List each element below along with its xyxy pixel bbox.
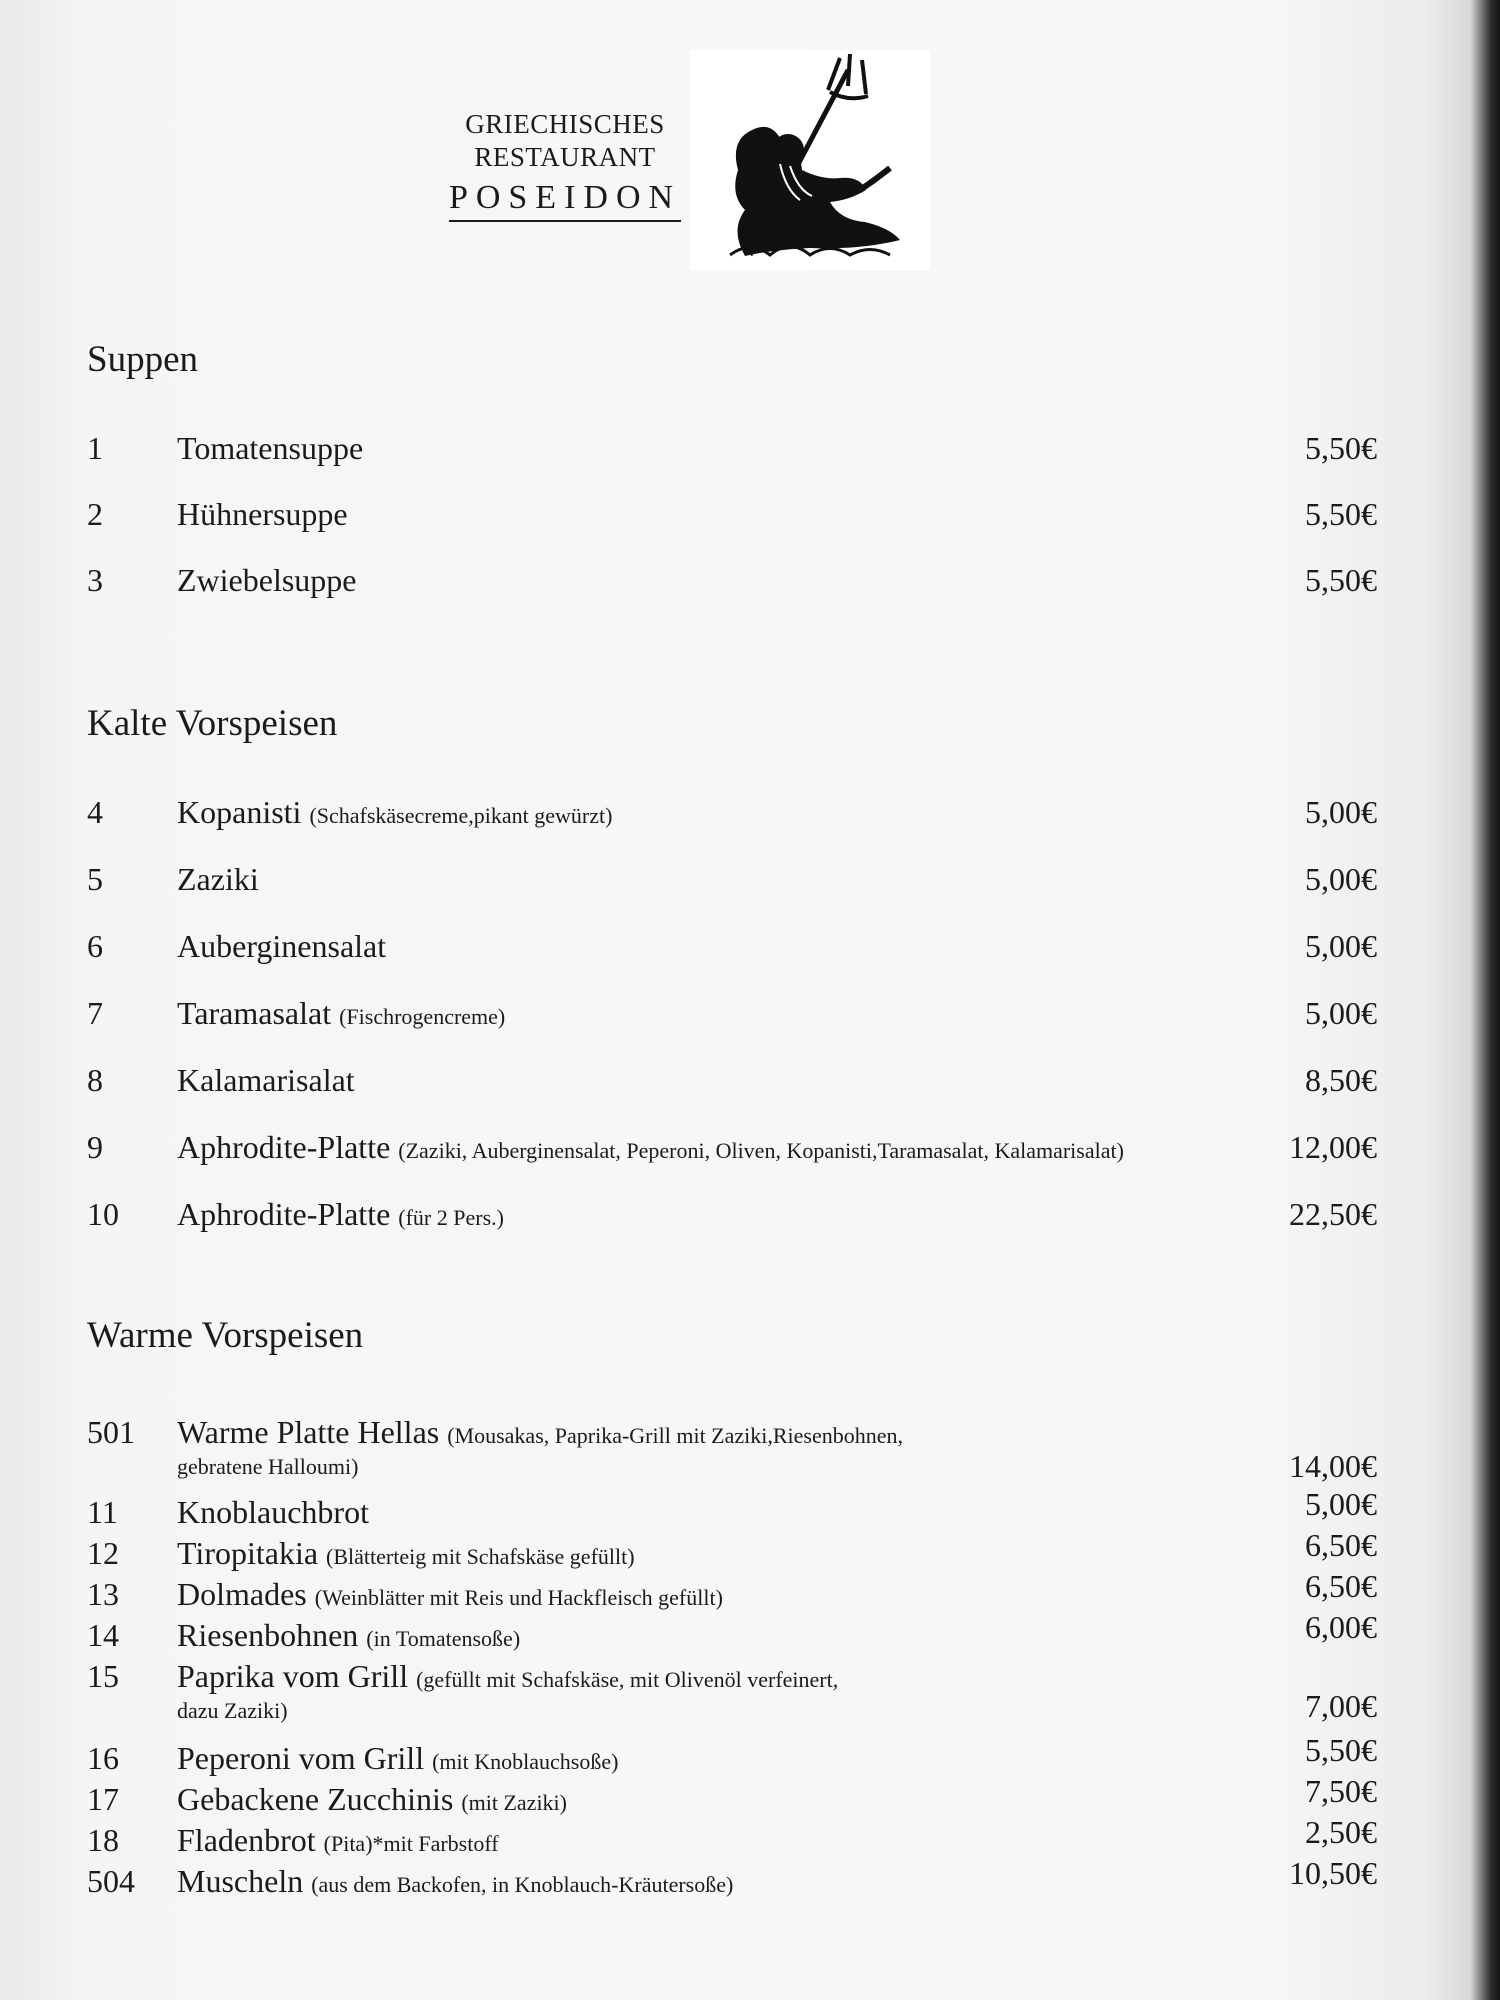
item-price: 5,00€ bbox=[1305, 794, 1377, 830]
menu-item bbox=[87, 428, 1377, 468]
menu-item bbox=[87, 1656, 1377, 1736]
item-description-continued: gebratene Halloumi) bbox=[177, 1454, 359, 1479]
item-number: 1 bbox=[87, 430, 103, 466]
menu-item bbox=[87, 1060, 1377, 1100]
item-description: (für 2 Pers.) bbox=[398, 1205, 504, 1230]
item-description: (aus dem Backofen, in Knoblauch-Kräutersoße) bbox=[311, 1872, 734, 1897]
item-price: 5,00€ bbox=[1305, 1486, 1377, 1522]
item-description: (Zaziki, Auberginensalat, Peperoni, Oliven, Kopanisti,Taramasalat, Kalamarisalat) bbox=[398, 1138, 1124, 1163]
item-price: 5,50€ bbox=[1305, 562, 1377, 598]
item-name: Dolmades (Weinblätter mit Reis und Hackfleisch gefüllt) bbox=[177, 1576, 723, 1612]
item-description: (gefüllt mit Schafskäse, mit Olivenöl verfeinert, bbox=[416, 1667, 839, 1692]
item-number: 13 bbox=[87, 1576, 119, 1612]
item-number: 3 bbox=[87, 562, 103, 598]
item-price: 8,50€ bbox=[1305, 1062, 1377, 1098]
menu-item bbox=[87, 993, 1377, 1033]
menu-item bbox=[87, 1568, 1377, 1614]
menu-item bbox=[87, 1194, 1377, 1234]
item-number: 501 bbox=[87, 1414, 135, 1450]
item-price: 7,50€ bbox=[1305, 1773, 1377, 1809]
menu-item bbox=[87, 1486, 1377, 1532]
item-price: 5,50€ bbox=[1305, 430, 1377, 466]
item-price: 2,50€ bbox=[1305, 1814, 1377, 1850]
menu-item bbox=[87, 792, 1377, 832]
item-price: 6,50€ bbox=[1305, 1568, 1377, 1604]
item-name: Kalamarisalat bbox=[177, 1062, 355, 1098]
header-line-1: GRIECHISCHES bbox=[465, 109, 665, 139]
item-price: 14,00€ bbox=[1289, 1448, 1377, 1484]
item-name: Zaziki bbox=[177, 861, 259, 897]
item-price: 6,00€ bbox=[1305, 1609, 1377, 1645]
item-number: 17 bbox=[87, 1781, 119, 1817]
menu-item bbox=[87, 1814, 1377, 1860]
item-name: Riesenbohnen (in Tomatensoße) bbox=[177, 1617, 521, 1653]
item-description: (Fischrogencreme) bbox=[339, 1004, 506, 1029]
item-price: 5,00€ bbox=[1305, 861, 1377, 897]
item-number: 6 bbox=[87, 928, 103, 964]
menu-item bbox=[87, 926, 1377, 966]
item-price: 6,50€ bbox=[1305, 1527, 1377, 1563]
item-description: (mit Knoblauchsoße) bbox=[432, 1749, 619, 1774]
item-name: Peperoni vom Grill (mit Knoblauchsoße) bbox=[177, 1740, 619, 1776]
item-number: 4 bbox=[87, 794, 103, 830]
item-description: (Weinblätter mit Reis und Hackfleisch gefüllt) bbox=[314, 1585, 723, 1610]
item-price: 12,00€ bbox=[1289, 1129, 1377, 1165]
item-number: 504 bbox=[87, 1863, 135, 1899]
item-name: Tomatensuppe bbox=[177, 430, 364, 466]
item-number: 14 bbox=[87, 1617, 119, 1653]
item-name: Zwiebelsuppe bbox=[177, 562, 357, 598]
item-price: 5,00€ bbox=[1305, 995, 1377, 1031]
item-number: 18 bbox=[87, 1822, 119, 1858]
item-number: 7 bbox=[87, 995, 103, 1031]
menu-item bbox=[87, 560, 1377, 600]
item-description: (Mousakas, Paprika-Grill mit Zaziki,Riesenbohnen, bbox=[447, 1423, 904, 1448]
menu-item bbox=[87, 1527, 1377, 1573]
item-name: Kopanisti (Schafskäsecreme,pikant gewürzt) bbox=[177, 794, 613, 830]
item-name: Aphrodite-Platte (Zaziki, Auberginensalat, Peperoni, Oliven, Kopanisti,Taramasalat, Kalamarisalat) bbox=[177, 1129, 1124, 1165]
menu-item bbox=[87, 1732, 1377, 1778]
item-name: Warme Platte Hellas (Mousakas, Paprika-Grill mit Zaziki,Riesenbohnen, bbox=[177, 1414, 904, 1450]
header-line-2: RESTAURANT bbox=[474, 142, 656, 172]
section-title-suppen: Suppen bbox=[87, 339, 198, 380]
item-number: 5 bbox=[87, 861, 103, 897]
item-number: 8 bbox=[87, 1062, 103, 1098]
item-price: 7,00€ bbox=[1305, 1688, 1377, 1724]
item-price: 22,50€ bbox=[1289, 1196, 1377, 1232]
item-name: Fladenbrot (Pita)*mit Farbstoff bbox=[177, 1822, 499, 1858]
item-number: 2 bbox=[87, 496, 103, 532]
item-description: (Pita)*mit Farbstoff bbox=[323, 1831, 499, 1856]
section-title-warme-vorspeisen: Warme Vorspeisen bbox=[87, 1315, 364, 1356]
restaurant-name: POSEIDON bbox=[449, 178, 681, 222]
item-name: Taramasalat (Fischrogencreme) bbox=[177, 995, 506, 1031]
item-price: 5,50€ bbox=[1305, 496, 1377, 532]
item-name: Auberginensalat bbox=[177, 928, 387, 964]
item-number: 10 bbox=[87, 1196, 119, 1232]
section-title-kalte-vorspeisen: Kalte Vorspeisen bbox=[87, 703, 338, 744]
item-name: Hühnersuppe bbox=[177, 496, 348, 532]
item-description: (mit Zaziki) bbox=[461, 1790, 567, 1815]
item-description: (in Tomatensoße) bbox=[366, 1626, 521, 1651]
menu-item bbox=[87, 1127, 1377, 1167]
item-name: Muscheln (aus dem Backofen, in Knoblauch-Kräutersoße) bbox=[177, 1863, 734, 1899]
item-description-continued: dazu Zaziki) bbox=[177, 1698, 288, 1723]
menu-item bbox=[87, 859, 1377, 899]
item-description: (Blätterteig mit Schafskäse gefüllt) bbox=[326, 1544, 635, 1569]
menu-item bbox=[87, 494, 1377, 534]
menu-item bbox=[87, 1855, 1377, 1901]
item-number: 16 bbox=[87, 1740, 119, 1776]
poseidon-trident-logo-icon bbox=[690, 50, 930, 270]
menu-item bbox=[87, 1609, 1377, 1655]
item-name: Aphrodite-Platte (für 2 Pers.) bbox=[177, 1196, 504, 1232]
item-name: Tiropitakia (Blätterteig mit Schafskäse gefüllt) bbox=[177, 1535, 635, 1571]
item-number: 12 bbox=[87, 1535, 119, 1571]
menu-item bbox=[87, 1412, 1377, 1492]
item-name: Paprika vom Grill (gefüllt mit Schafskäse, mit Olivenöl verfeinert, bbox=[177, 1658, 839, 1694]
restaurant-header bbox=[420, 108, 710, 222]
item-name: Knoblauchbrot bbox=[177, 1494, 369, 1530]
menu-item bbox=[87, 1773, 1377, 1819]
item-description: (Schafskäsecreme,pikant gewürzt) bbox=[309, 803, 613, 828]
item-number: 15 bbox=[87, 1658, 119, 1694]
item-price: 5,00€ bbox=[1305, 928, 1377, 964]
item-number: 11 bbox=[87, 1494, 118, 1530]
item-price: 5,50€ bbox=[1305, 1732, 1377, 1768]
item-price: 10,50€ bbox=[1289, 1855, 1377, 1891]
item-name: Gebackene Zucchinis (mit Zaziki) bbox=[177, 1781, 567, 1817]
item-number: 9 bbox=[87, 1129, 103, 1165]
